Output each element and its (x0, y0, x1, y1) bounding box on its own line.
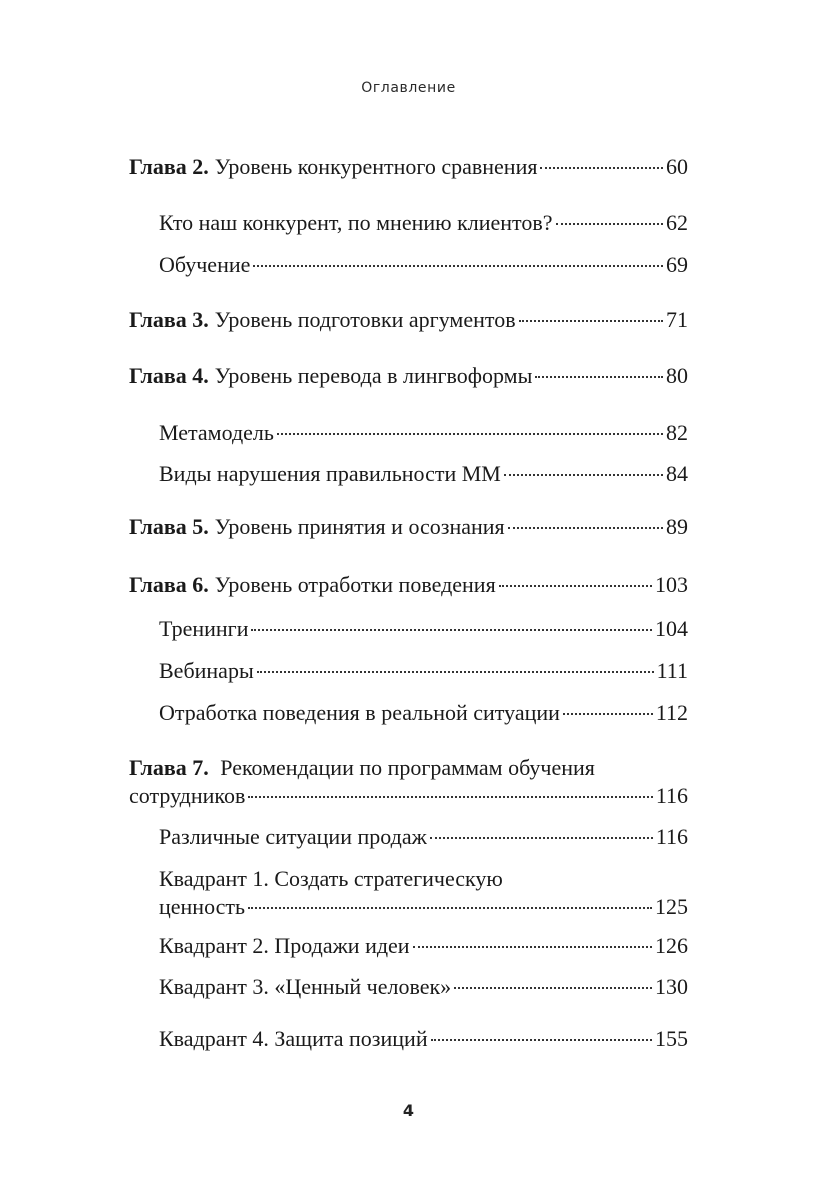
dot-leader (556, 223, 663, 225)
toc-entry-chapter-4[interactable] (129, 362, 688, 390)
entry-title: Различные ситуации продаж (159, 824, 427, 849)
chapter-label: Глава 4. (129, 363, 209, 388)
toc-entry-chapter-5[interactable] (129, 513, 688, 541)
entry-title: Отработка поведения в реальной ситуации (159, 700, 560, 725)
chapter-label: Глава 3. (129, 307, 209, 332)
dot-leader (248, 907, 652, 909)
page-ref: 130 (655, 974, 688, 999)
page-ref: 155 (655, 1026, 688, 1051)
running-head: Оглавление (361, 80, 456, 96)
dot-leader (413, 946, 652, 948)
dot-leader (504, 474, 663, 476)
chapter-label: Глава 2. (129, 154, 209, 179)
entry-title: Обучение (159, 252, 251, 277)
dot-leader (563, 713, 653, 715)
toc-entry-sub[interactable] (159, 460, 688, 488)
dot-leader (430, 837, 653, 839)
chapter-label: Глава 7. (129, 755, 209, 780)
entry-title-continuation: сотрудников (129, 783, 246, 808)
page-ref: 84 (666, 461, 688, 486)
entry-title: Уровень принятия и осознания (214, 514, 505, 539)
toc-entry-sub[interactable] (159, 657, 688, 685)
entry-title: Уровень отработки поведения (214, 572, 496, 597)
page-ref: 82 (666, 420, 688, 445)
page-ref: 89 (666, 514, 688, 539)
entry-title: Квадрант 2. Продажи идеи (159, 933, 410, 958)
toc-entry-chapter-2[interactable] (129, 153, 688, 181)
page-ref: 112 (655, 700, 688, 725)
page-ref: 111 (656, 658, 688, 683)
dot-leader (519, 320, 663, 322)
dot-leader (257, 671, 654, 673)
toc-entry-sub[interactable] (159, 932, 688, 960)
entry-first-line (129, 754, 688, 782)
entry-title: Кто наш конкурент, по мнению клиентов? (159, 210, 553, 235)
toc-entry-sub[interactable] (159, 251, 688, 279)
dot-leader (253, 265, 663, 267)
entry-title: Квадрант 1. Создать стратегическую (159, 866, 503, 891)
page-ref: 60 (666, 154, 688, 179)
entry-title: Уровень конкурентного сравнения (214, 154, 538, 179)
entry-title: Виды нарушения правильности ММ (159, 461, 501, 486)
dot-leader (248, 796, 652, 798)
dot-leader (277, 433, 663, 435)
toc-entry-sub[interactable] (159, 1025, 688, 1053)
toc-entry-sub[interactable] (159, 823, 688, 851)
entry-title: Квадрант 4. Защита позиций (159, 1026, 428, 1051)
chapter-label: Глава 5. (129, 514, 209, 539)
page-ref: 116 (655, 824, 688, 849)
page-ref: 62 (666, 210, 688, 235)
entry-title: Тренинги (159, 616, 249, 641)
page-number: 4 (402, 1101, 415, 1120)
dot-leader (540, 167, 663, 169)
dot-leader (454, 987, 652, 989)
page-ref: 126 (655, 933, 688, 958)
page-ref: 103 (655, 572, 688, 597)
chapter-label: Глава 6. (129, 572, 209, 597)
toc-entry-sub[interactable] (159, 699, 688, 727)
dot-leader (535, 376, 663, 378)
toc-entry-sub[interactable] (159, 419, 688, 447)
toc-entry-chapter-6[interactable] (129, 571, 688, 599)
entry-title: Квадрант 3. «Ценный человек» (159, 974, 452, 999)
entry-title: Метамодель (159, 420, 274, 445)
toc-entry-sub[interactable] (159, 615, 688, 643)
entry-title: Рекомендации по программам обучения (220, 755, 595, 780)
page-ref: 69 (666, 252, 688, 277)
dot-leader (499, 585, 652, 587)
dot-leader (431, 1039, 652, 1041)
entry-title: Уровень подготовки аргументов (214, 307, 516, 332)
entry-title-continuation: ценность (159, 894, 246, 919)
page-ref: 116 (655, 783, 688, 808)
entry-title: Уровень перевода в лингвоформы (214, 363, 533, 388)
dot-leader (508, 527, 663, 529)
page-ref: 80 (666, 363, 688, 388)
toc-entry-chapter-3[interactable] (129, 306, 688, 334)
entry-title: Вебинары (159, 658, 254, 683)
toc-entry-sub[interactable] (159, 865, 688, 921)
page-ref: 71 (666, 307, 688, 332)
page-ref: 104 (655, 616, 688, 641)
page-ref: 125 (655, 894, 688, 919)
toc-entry-sub[interactable] (159, 209, 688, 237)
toc-entry-sub[interactable] (159, 973, 688, 1001)
dot-leader (251, 629, 652, 631)
toc-entry-chapter-7[interactable] (129, 754, 688, 810)
